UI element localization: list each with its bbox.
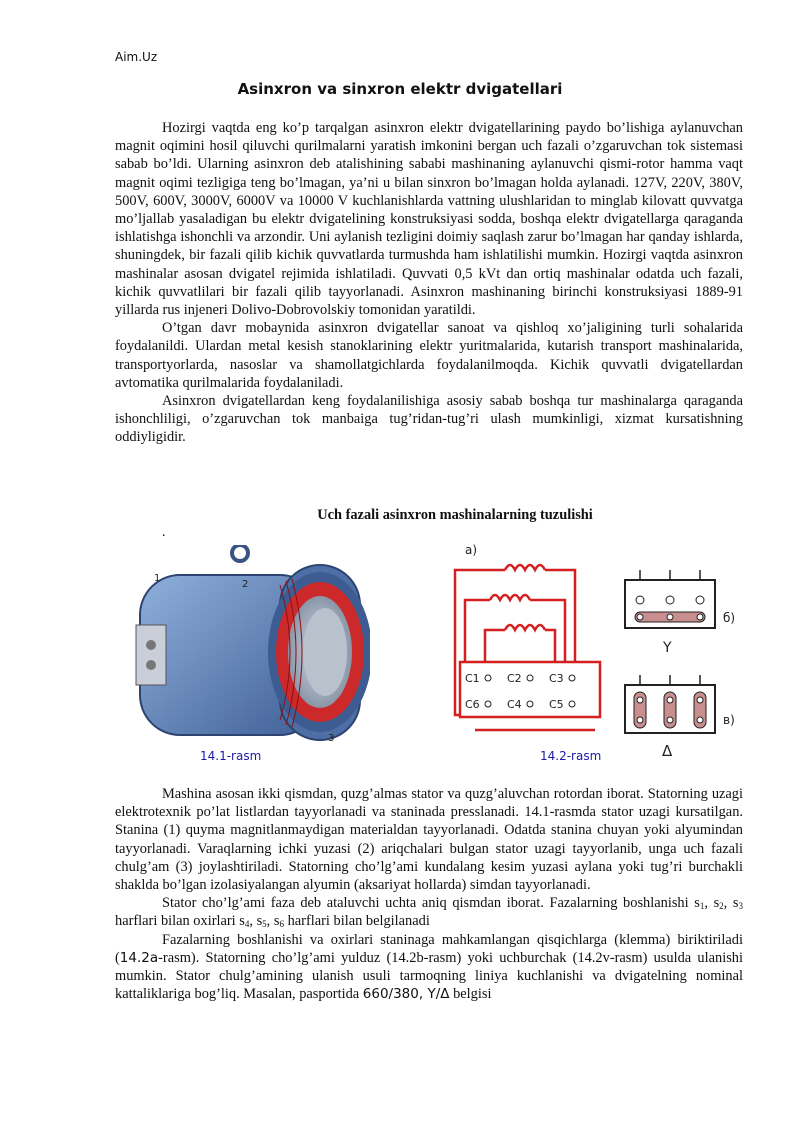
label-2: 2 [242, 579, 249, 590]
section-title: Uch fazali asinxron mashinalarning tuzulishi [317, 507, 593, 523]
terminal-box [460, 662, 600, 717]
stray-dot: . [162, 525, 166, 540]
terminal-c6: C6 [465, 698, 480, 711]
paragraph-6: Fazalarning boshlanishi va oxirlari staninaga mahkamlangan qisqichlarga (klemma) biriktiriladi (14.2a-rasm). Statorning cho’lg’ami yulduz (14.2b-rasm) yoki uchburchak (14.2v-rasm) usulda ulanishi mumkin. Stator chulg’amining ulanish usuli tarmoqning liniya kuchlanishi va dvigatelning nominal kattaliklariga bog’liq. Masalan, pasportida 660/380, Y/Δ belgisi [115, 931, 743, 1003]
terminal-c4: C4 [507, 698, 522, 711]
paragraph-5: Stator cho’lg’ami faza deb ataluvchi uchta aniq qismdan iborat. Fazalarning boshlanishi $s_1$, $s_2$, $s_3$ harflari bilan oxirlari $s_4$, $s_5$, $s_6$ harflari bilan belgilanadi [115, 895, 743, 930]
paragraph-3: Asinxron dvigatellardan keng foydalanilishiga asosiy sabab boshqa tur mashinalarga qaraganda ishonchliligi, o’zgaruvchan tok manbaiga tug’ridan-tug’ri ulash mumkinligi, xizmat kursatishning oddiyligidir. [115, 393, 743, 446]
site-header: Aim.Uz [115, 50, 158, 64]
paragraph-1: Hozirgi vaqtda eng ko’p tarqalgan asinxron elektr dvigatellarining paydo bo’lishiga aylanuvchan magnit oqimini hosil qiluvchi qurilmalarni yaratish imkonini bergan uch fazali o’zgaruvchan tok sistemasi sabab bo’ldi. Ularning asinxron deb atalishining sababi mashinaning aylanuvchi qismi-rotor hamma vaqt magnit oqimi tezligiga teng bo’lmagan, ya’ni u bilan sinxron bo’lmagan holda aylanadi. 127V, 220V, 380V, 500V, 600V, 3000V, 6000V va 10000 V kuchlanishlarda vattning ulushlaridan to minglab kilovatt quvvatga mo’ljallab yasaladigan bu elektr dvigatelining konstruksiyasi sodda, boshqa elektr dvigatellarga qaraganda ishlatishga ishonchli va arzondir. Uni aylanish tezligini doimiy saqlash zarur bo’lmagan har qanday ishlarda, shuningdek, bir fazali qilib kichik quvvatlarda turmushda ham ishlatilishi mumkin. Hozirgi vaqtda asinxron mashinalar asosan dvigatel rejimida ishlatiladi. Quvvati 0,5 kVt dan ortiq mashinalar odatda uch fazali, kichik quvvatlilari bir fazali qilib tayyorlanadi. Asinxron mashinaning birinchi konstruksiyasi 1889-91 yillarda rus injeneri Dolivo-Dobrovolskiy tomonidan yaratildi. [115, 120, 743, 319]
terminal-c3: C3 [549, 672, 564, 685]
page-title: Asinxron va sinxron elektr dvigatellari [237, 80, 563, 98]
terminal-c1: C1 [465, 672, 480, 685]
paragraph-4: Mashina asosan ikki qismdan, quzg’almas stator va quzg’aluvchan rotordan iborat. Statorning uzagi elektrotexnik po’lat listlardan tayyorlanadi va staninada presslanadi. 14.1-rasmda stator uzagi kursatilgan. Stanina (1) quyma magnitlanmaydigan materialdan tayyorlanadi. Odatda stanina chuyan yoki alyumindan tayyorlanadi. Varaqlarning ichki yuzasi (2) ariqchalari bulgan stator uzagi tayyorlanib, unga uch fazali chulg’am (3) joylashtiriladi. Statorning cho’lg’ami kundalang kesim yuzasi aylana yoki tug’ri burchakli shaklda bo’lgan izolasiyalangan alyumin (aksariyat hollarda) simdan tayyorlanadi. [115, 786, 743, 894]
paragraph-2: O’tgan davr mobaynida asinxron dvigatellar sanoat va qishloq xo’jaligining turli sohalarida foydalanildi. Ulardan metal kesish stanoklarining elektr yuritmalarida, kutarish transport mashinalarida, transportyorlarda, nasoslar va shamollatgichlarda foydalanilmoqda. Kichik quvvatli dvigatellardan avtomatika qurilmalarida foydalaniladi. [115, 320, 743, 391]
stator-figure [130, 545, 370, 755]
label-v: в) [723, 713, 735, 727]
wiring-figure [445, 540, 745, 760]
label-1: 1 [154, 573, 161, 584]
lower-text [115, 785, 743, 1003]
terminal-c5: C5 [549, 698, 564, 711]
terminal-c2: C2 [507, 672, 522, 685]
delta-connection [625, 675, 735, 760]
label-b: б) [723, 611, 736, 625]
caption-14-1: 14.1-rasm [200, 749, 262, 763]
caption-14-2: 14.2-rasm [540, 749, 602, 763]
star-symbol: Y [663, 640, 672, 656]
label-3: 3 [328, 733, 335, 744]
label-a: a) [465, 543, 478, 557]
intro-text [115, 119, 743, 447]
delta-symbol: Δ [662, 742, 673, 760]
star-connection [625, 570, 735, 656]
